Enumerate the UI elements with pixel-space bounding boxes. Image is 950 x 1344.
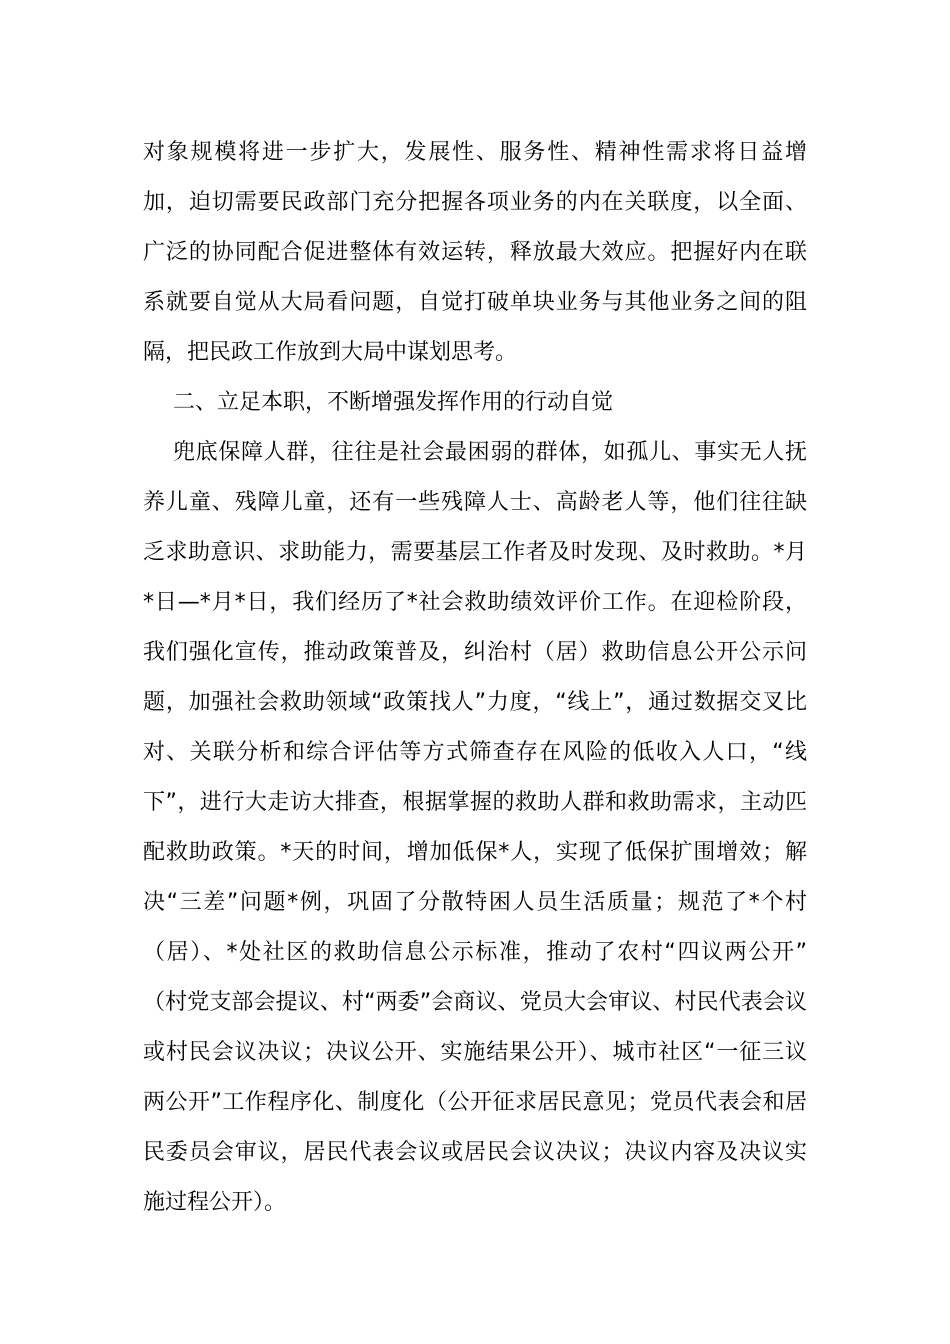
text-line: 配救助政策。*天的时间，增加低保*人，实现了低保扩围增效；解 bbox=[143, 840, 807, 865]
section-heading: 二、立足本职，不断增强发挥作用的行动自觉 bbox=[173, 390, 614, 415]
text-line: 民委员会审议，居民代表会议或居民会议决议；决议内容及决议实 bbox=[143, 1140, 807, 1165]
text-line: 加，迫切需要民政部门充分把握各项业务的内在关联度，以全面、 bbox=[143, 190, 807, 215]
text-line: 养儿童、残障儿童，还有一些残障人士、高龄老人等，他们往往缺 bbox=[143, 490, 807, 515]
text-line: 施过程公开）。 bbox=[143, 1190, 287, 1215]
text-line: （村党支部会提议、村“两委”会商议、党员大会审议、村民代表会议 bbox=[143, 990, 807, 1015]
text-line: 或村民会议决议；决议公开、实施结果公开）、城市社区“一征三议 bbox=[143, 1040, 807, 1065]
text-line: （居）、*处社区的救助信息公示标准，推动了农村“四议两公开” bbox=[143, 940, 807, 965]
text-line: *日—*月*日，我们经历了*社会救助绩效评价工作。在迎检阶段， bbox=[143, 590, 807, 615]
text-line: 两公开”工作程序化、制度化（公开征求居民意见；党员代表会和居 bbox=[143, 1090, 807, 1115]
text-line: 题，加强社会救助领域“政策找人”力度，“线上”，通过数据交叉比 bbox=[143, 690, 807, 715]
document-body bbox=[143, 128, 807, 1228]
text-line: 我们强化宣传，推动政策普及，纠治村（居）救助信息公开公示问 bbox=[143, 640, 807, 665]
text-line: 对、关联分析和综合评估等方式筛查存在风险的低收入人口，“线 bbox=[143, 740, 807, 765]
text-line: 下”，进行大走访大排查，根据掌握的救助人群和救助需求，主动匹 bbox=[143, 790, 807, 815]
text-line: 广泛的协同配合促进整体有效运转，释放最大效应。把握好内在联 bbox=[143, 240, 807, 265]
text-line: 兜底保障人群，往往是社会最困弱的群体，如孤儿、事实无人抚 bbox=[173, 440, 807, 465]
text-line: 对象规模将进一步扩大，发展性、服务性、精神性需求将日益增 bbox=[143, 140, 807, 165]
text-line: 决“三差”问题*例，巩固了分散特困人员生活质量；规范了*个村 bbox=[143, 890, 807, 915]
text-line: 隔，把民政工作放到大局中谋划思考。 bbox=[143, 340, 518, 365]
text-line: 系就要自觉从大局看问题，自觉打破单块业务与其他业务之间的阻 bbox=[143, 290, 807, 315]
text-line: 乏求助意识、求助能力，需要基层工作者及时发现、及时救助。*月 bbox=[143, 540, 807, 565]
